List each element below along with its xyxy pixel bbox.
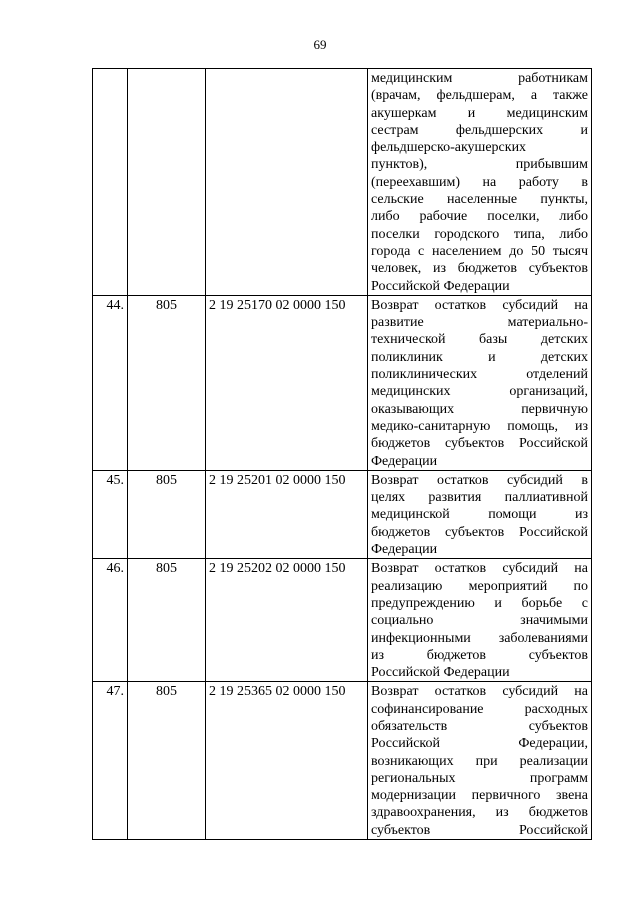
table-row	[93, 682, 592, 840]
table-row	[93, 559, 592, 682]
kbk-table	[92, 68, 592, 840]
description-line: софинансирование расходных	[371, 701, 588, 717]
table-row	[93, 470, 592, 558]
description-line: Российской Федерации,	[371, 736, 588, 752]
description-line: обязательств субъектов	[371, 718, 588, 734]
description-cell	[368, 470, 592, 558]
description-line: Возврат остатков субсидий на	[371, 684, 588, 700]
description-line: региональных программ	[371, 770, 588, 786]
admin-code-cell: 805	[128, 559, 206, 682]
row-number-cell: 45.	[93, 470, 128, 558]
description-line: субъектов Российской	[371, 822, 588, 838]
description-line: медико-санитарную помощь, из	[371, 418, 588, 434]
description-line: целях развития паллиативной	[371, 490, 588, 506]
kbk-code-cell: 2 19 25170 02 0000 150	[206, 295, 368, 470]
kbk-code-cell: 2 19 25202 02 0000 150	[206, 559, 368, 682]
description-line: города с населением до 50 тысяч	[371, 243, 588, 259]
description-line: медицинским работникам	[371, 71, 588, 86]
table-row-continuation	[93, 69, 592, 296]
admin-code-cell: 805	[128, 295, 206, 470]
description-line: оказывающих первичную	[371, 401, 588, 417]
table-row	[93, 295, 592, 470]
description-line: медицинских организаций,	[371, 384, 588, 400]
description-line: фельдшерско-акушерских	[371, 140, 527, 156]
row-number-cell: 44.	[93, 295, 128, 470]
description-line: из бюджетов субъектов	[371, 647, 588, 663]
kbk-code-cell: 2 19 25365 02 0000 150	[206, 682, 368, 840]
description-line: человек, из бюджетов субъектов	[371, 261, 588, 277]
description-line: социально значимыми	[371, 613, 588, 629]
row-number-cell: 46.	[93, 559, 128, 682]
description-line: бюджетов субъектов Российской	[371, 524, 588, 540]
description-line: инфекционными заболеваниями	[371, 630, 588, 646]
description-line: сельские населенные пункты,	[371, 192, 588, 208]
row-number-cell: 47.	[93, 682, 128, 840]
description-line: Российской Федерации	[371, 665, 510, 681]
description-line: Российской Федерации	[371, 278, 510, 294]
description-line: возникающих при реализации	[371, 753, 588, 769]
description-line: предупреждению и борьбе с	[371, 595, 588, 611]
description-line: поликлиник и детских	[371, 349, 588, 365]
description-line: развитие материально-	[371, 315, 588, 331]
description-line: модернизации первичного звена	[371, 788, 588, 804]
description-line: поликлинических отделений	[371, 367, 588, 383]
description-line: Федерации	[371, 542, 438, 558]
description-cell	[368, 295, 592, 470]
description-cell	[368, 559, 592, 682]
description-line: Возврат остатков субсидий в	[371, 472, 588, 488]
admin-code-cell: 805	[128, 682, 206, 840]
admin-code-cell	[128, 69, 206, 296]
description-line: бюджетов субъектов Российской	[371, 436, 588, 452]
description-line: сестрам фельдшерских и	[371, 122, 588, 138]
description-line: технической базы детских	[371, 332, 588, 348]
kbk-code-cell	[206, 69, 368, 296]
description-line: Возврат остатков субсидий на	[371, 297, 588, 313]
description-cell	[368, 69, 592, 296]
row-number-cell	[93, 69, 128, 296]
admin-code-cell: 805	[128, 470, 206, 558]
description-line: поселки городского типа, либо	[371, 226, 588, 242]
description-cell	[368, 682, 592, 840]
description-line: акушеркам и медицинским	[371, 105, 588, 121]
description-line: медицинской помощи из	[371, 507, 588, 523]
description-line: здравоохранения, из бюджетов	[371, 805, 588, 821]
description-line: реализацию мероприятий по	[371, 578, 588, 594]
description-line: Возврат остатков субсидий на	[371, 561, 588, 577]
description-line: (переехавшим) на работу в	[371, 174, 588, 190]
description-line: Федерации	[371, 453, 438, 469]
page-number: 69	[313, 37, 327, 52]
description-line: пунктов), прибывшим	[371, 157, 588, 173]
kbk-code-cell: 2 19 25201 02 0000 150	[206, 470, 368, 558]
description-line: (врачам, фельдшерам, а также	[371, 88, 588, 104]
description-line: либо рабочие поселки, либо	[371, 209, 588, 225]
